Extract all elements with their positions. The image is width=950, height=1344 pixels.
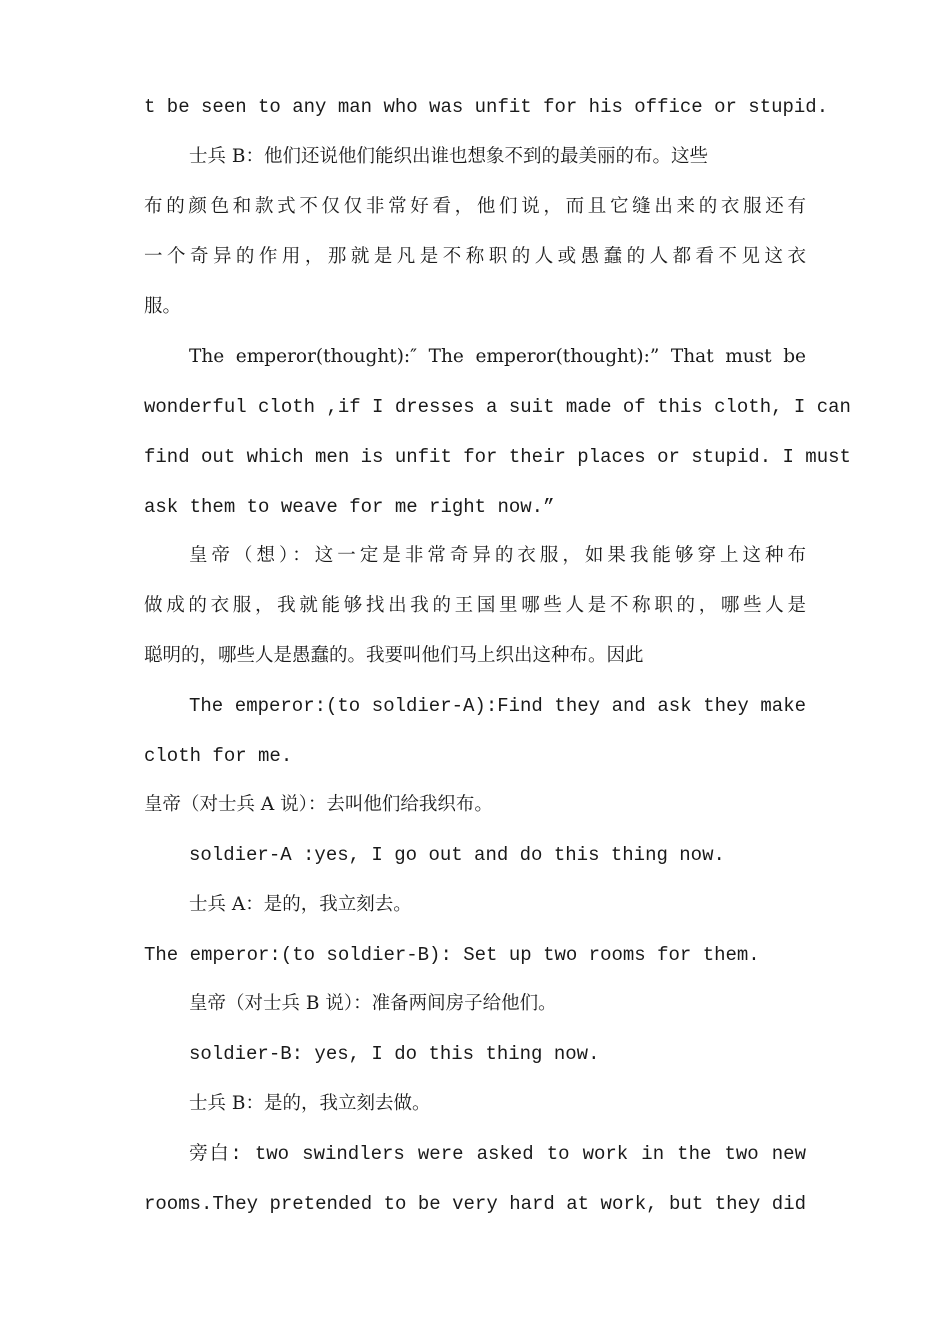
text-line: ask them to weave for me right now.” xyxy=(144,496,555,518)
text-line: 士兵 B：是的，我立刻去做。 xyxy=(189,1093,431,1114)
text-line: The emperor:(to soldier-A):Find they and ask they make xyxy=(189,695,806,717)
text-line: t be seen to any man who was unfit for his office or stupid. xyxy=(144,96,829,118)
text-line: 做成的衣服，我就能够找出我的王国里哪些人是不称职的，哪些人是 xyxy=(144,595,806,616)
text-line: find out which men is unfit for their places or stupid. I must xyxy=(144,446,851,468)
text-line: 聪明的，哪些人是愚蠢的。我要叫他们马上织出这种布。因此 xyxy=(144,645,644,666)
text-line: 一个奇异的作用，那就是凡是不称职的人或愚蠢的人都看不见这衣 xyxy=(144,246,806,267)
text-line: 皇帝（想）：这一定是非常奇异的衣服，如果我能够穿上这种布 xyxy=(189,545,806,566)
text-line: The emperor:(to soldier-B): Set up two rooms for them. xyxy=(144,944,760,966)
text-line: The emperor(thought):″ The emperor(thought):” That must be xyxy=(189,346,806,367)
text-line: 士兵 A：是的，我立刻去。 xyxy=(189,894,412,915)
text-line: 布的颜色和款式不仅仅非常好看，他们说，而且它缝出来的衣服还有 xyxy=(144,196,806,217)
text-line: rooms.They pretended to be very hard at work, but they did xyxy=(144,1193,806,1215)
text-line: soldier-B: yes, I do this thing now. xyxy=(189,1043,600,1065)
text-line: cloth for me. xyxy=(144,745,293,767)
text-line: 士兵 B：他们还说他们能织出谁也想象不到的最美丽的布。这些 xyxy=(189,146,708,167)
text-line: soldier-A :yes, I go out and do this thing now. xyxy=(189,844,725,866)
text-line: wonderful cloth ,if I dresses a suit made of this cloth, I can xyxy=(144,396,851,418)
text-line: 服。 xyxy=(144,296,182,317)
text-line: 皇帝（对士兵 A 说）：去叫他们给我织布。 xyxy=(144,794,493,815)
text-line: 皇帝（对士兵 B 说）：准备两间房子给他们。 xyxy=(189,993,557,1014)
text-line: 旁白: two swindlers were asked to work in the two new xyxy=(189,1143,806,1165)
